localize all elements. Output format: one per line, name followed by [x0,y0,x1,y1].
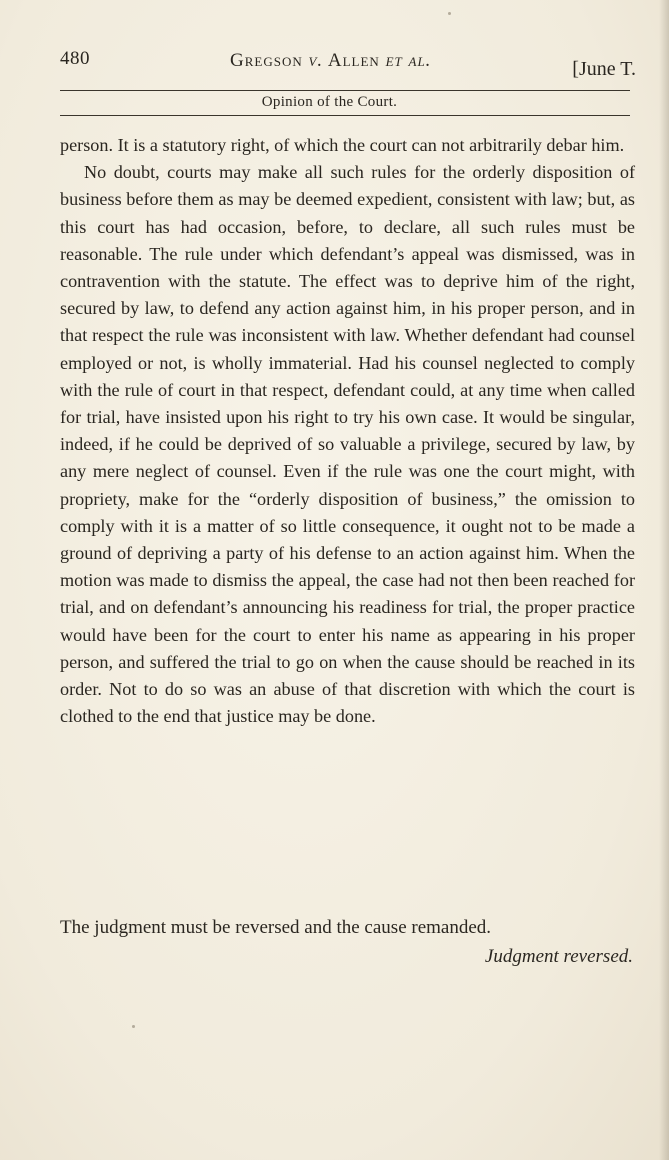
header-rule-bottom [60,115,630,116]
court-term: [June T. [572,58,636,80]
case-title-defendant: Allen [327,50,380,71]
opinion-body [60,132,635,730]
section-label: Opinion of the Court. [261,94,398,110]
paper-speck [132,1025,135,1028]
page-number: 480 [60,48,90,69]
running-header [60,44,636,84]
paragraph-main: No doubt, courts may make all such rules for the orderly disposition of business before them as may be deemed expedient, consistent with law; but, as this court has had occasion, before, to declare, all such rules must be reasonable. The rule under which defendant’s appeal was dismissed, was in contravention with the statute. The effect was to deprive him of the right, secured by law, to defend any action against him, in his proper person, and in that respect the rule was inconsistent with law. Whether defendant had counsel employed or not, is wholly immaterial. Had his counsel neglected to comply with the rule of court in that respect, defendant could, at any time when called for trial, have insisted upon his right to try his own case. It would be singular, indeed, if he could be deprived of so valuable a privilege, secured by law, by any mere neglect of counsel. Even if the rule was one the court might, with propriety, make for the “orderly disposition of business,” the omission to comply with it is a matter of so little consequence, it ought not to be made a ground of depriving a party of his defense to an action against him. When the motion was made to dismiss the appeal, the case had not then been reached for trial, and on defendant’s announcing his readiness for trial, the proper practice would have been for the court to enter his name as appearing in his proper person, and suffered the trial to go on when the cause should be reached in its order. Not to do so was an abuse of that discretion with which the court is clothed to the end that justice may be done. [60,162,635,727]
case-title-versus: v. [308,50,324,71]
judgment-statement: The judgment must be reversed and the cause remanded. [60,917,492,938]
paper-speck [448,12,451,15]
opinion-closing [60,914,635,970]
paragraph-continuation: person. It is a statutory right, of which the court can not arbitrarily debar him. [60,135,625,155]
case-title-et-al: et al. [385,50,432,71]
case-title [230,50,431,72]
page-edge-shadow [659,0,669,1160]
case-title-plaintiff: Gregson [230,50,303,71]
header-rule-top [60,90,630,91]
judgment-disposition: Judgment reversed. [484,946,633,967]
